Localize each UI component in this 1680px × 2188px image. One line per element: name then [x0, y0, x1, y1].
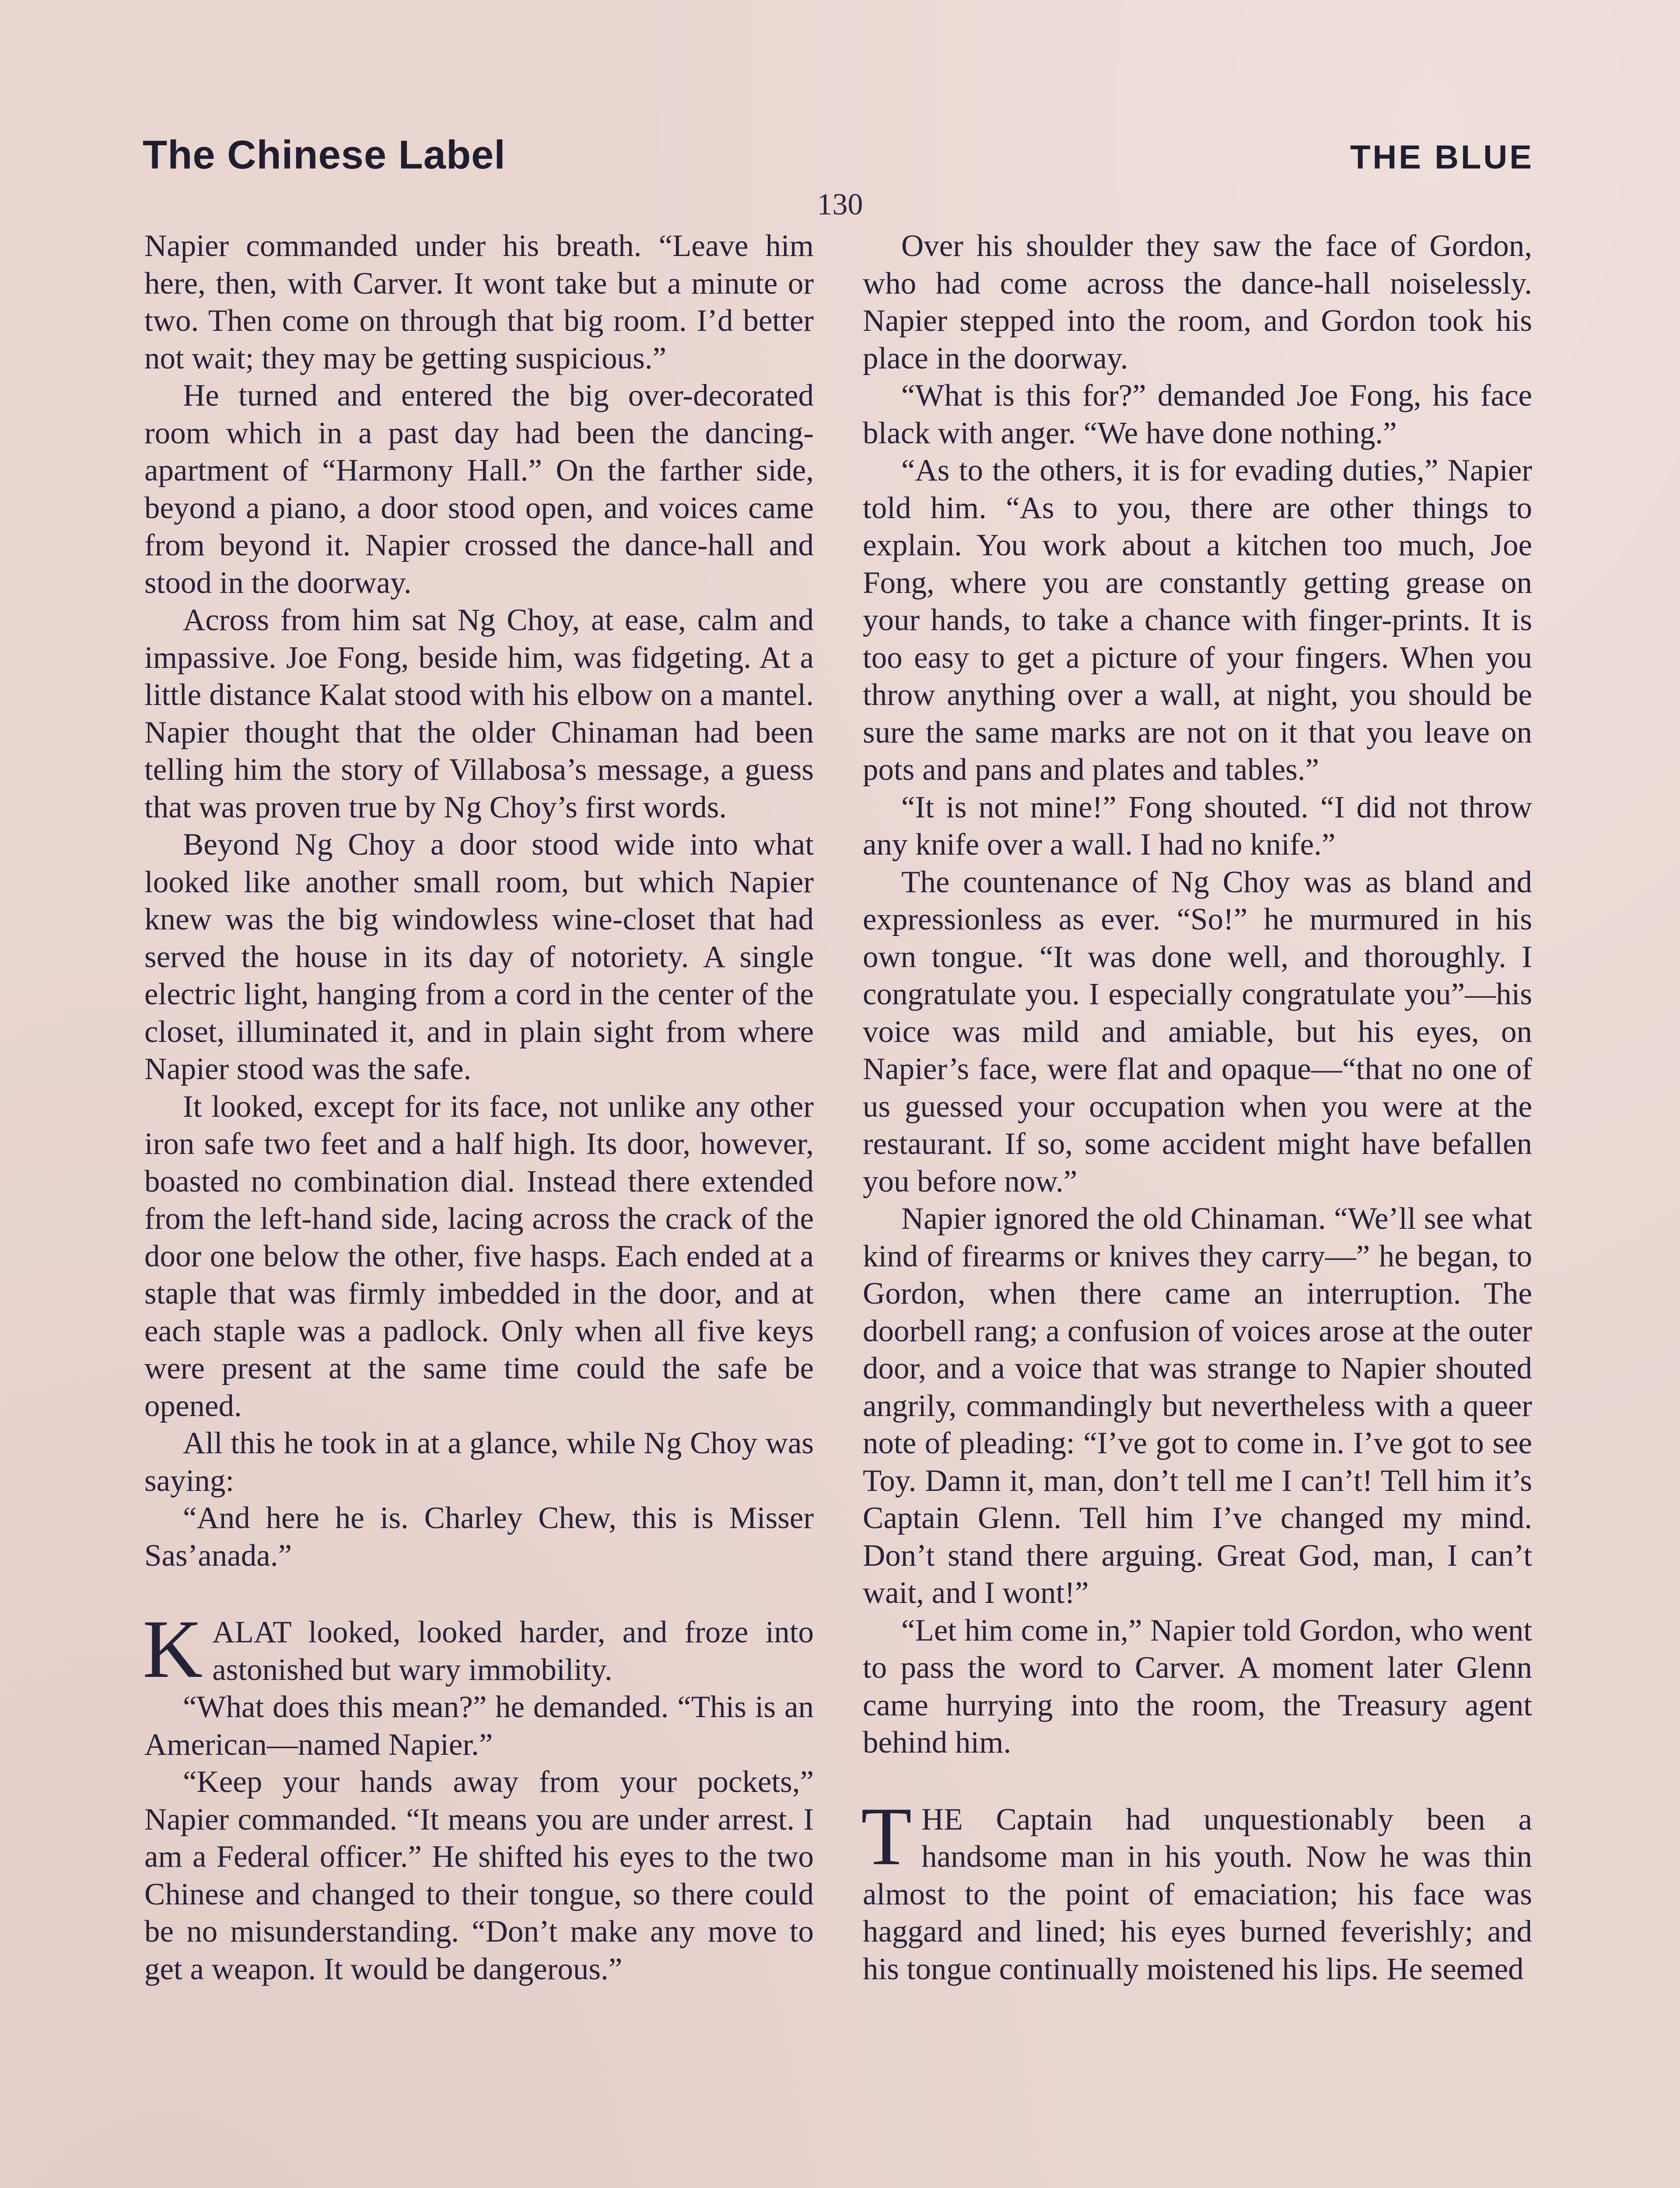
- paragraph: He turned and entered the big over-decorated room which in a past day had been the dancing-apartment of “Harmony Hall.” On the farther side, beyond a piano, a door stood open, and voices came from beyond it. Napier crossed the dance-hall and stood in the doorway.: [144, 379, 814, 600]
- paragraph: Over his shoulder they saw the face of Gordon, who had come across the dance-hall noiselessly. Napier stepped into the room, and Gordon took his place in the doorway.: [863, 229, 1532, 375]
- section-opening-paragraph: [143, 1603, 814, 1695]
- drop-cap: K: [143, 1603, 203, 1695]
- paragraph: It looked, except for its face, not unlike any other iron safe two feet and a half high. Its door, however, boasted no combination dial. Instead there extended from the left-hand side, lacing across the crack of the door one below the other, five hasps. Each ended at a staple that was firmly imbedded in the door, and at each staple was a padlock. Only when all five keys were present at the same time could the safe be opened.: [144, 1089, 814, 1423]
- running-head-title: The Chinese Label: [143, 133, 506, 177]
- section-opening-text: ALAT looked, looked harder, and froze into astonished but wary immobility.: [212, 1615, 814, 1687]
- paragraph: “It is not mine!” Fong shouted. “I did not throw any knife over a wall. I had no knife.”: [863, 790, 1532, 862]
- section-opening-paragraph: [861, 1790, 1532, 1988]
- paragraph: Beyond Ng Choy a door stood wide into what looked like another small room, but which Napier knew was the big windowless wine-closet that had served the house in its day of notoriety. A single electric light, hanging from a cord in the center of the closet, illuminated it, and in plain sight from where Napier stood was the safe.: [144, 828, 814, 1086]
- paragraph: Napier commanded under his breath. “Leave him here, then, with Carver. It wont take but a minute or two. Then come on through that big room. I’d better not wait; they may be getting suspicious.”: [144, 229, 814, 375]
- paragraph: The countenance of Ng Choy was as bland and expressionless as ever. “So!” he murmured in his own tongue. “It was done well, and thoroughly. I congratulate you. I especially congratulate you”—his voice was mild and amiable, but his eyes, on Napier’s face, were flat and opaque—“that no one of us guessed your occupation when you were at the restaurant. If so, some accident might have befallen you before now.”: [863, 865, 1532, 1199]
- paragraph: “And here he is. Charley Chew, this is Misser Sas’anada.”: [144, 1501, 814, 1573]
- page-number: 130: [817, 188, 863, 221]
- paragraph: “What does this mean?” he demanded. “This is an American—named Napier.”: [144, 1690, 814, 1762]
- paragraph: All this he took in at a glance, while Ng Choy was saying:: [144, 1426, 814, 1498]
- paragraph: “What is this for?” demanded Joe Fong, his face black with anger. “We have done nothing.”: [863, 379, 1532, 450]
- right-column: [863, 228, 1532, 1988]
- paragraph: “Let him come in,” Napier told Gordon, who went to pass the word to Carver. A moment later Glenn came hurrying into the room, the Treasury agent behind him.: [863, 1613, 1532, 1760]
- section-opening-text: HE Captain had unquestionably been a handsome man in his youth. Now he was thin almost to the point of emaciation; his face was haggard and lined; his eyes burned feverishly; and his tongue continually moistened his lips. He seemed: [863, 1802, 1532, 1986]
- running-head-magazine: THE BLUE: [1350, 139, 1534, 176]
- paragraph: Across from him sat Ng Choy, at ease, calm and impassive. Joe Fong, beside him, was fidgeting. At a little distance Kalat stood with his elbow on a mantel. Napier thought that the older Chinaman had been telling him the story of Villabosa’s message, a guess that was proven true by Ng Choy’s first words.: [144, 603, 814, 824]
- paragraph: Napier ignored the old Chinaman. “We’ll see what kind of firearms or knives they carry—” he began, to Gordon, when there came an interruption. The doorbell rang; a confusion of voices arose at the outer door, and a voice that was strange to Napier shouted angrily, commandingly but nevertheless with a queer note of pleading: “I’ve got to come in. I’ve got to see Toy. Damn it, man, don’t tell me I can’t! Tell him it’s Captain Glenn. Tell him I’ve changed my mind. Don’t stand there arguing. Great God, man, I can’t wait, and I wont!”: [863, 1202, 1532, 1610]
- left-column: [144, 228, 814, 1988]
- paragraph: “Keep your hands away from your pockets,” Napier commanded. “It means you are under arrest. I am a Federal officer.” He shifted his eyes to the two Chinese and changed to their tongue, so there could be no misunderstanding. “Don’t make any move to get a weapon. It would be dangerous.”: [144, 1765, 814, 1986]
- paragraph: “As to the others, it is for evading duties,” Napier told him. “As to you, there are other things to explain. You work about a kitchen too much, Joe Fong, where you are constantly getting grease on your hands, to take a chance with finger-prints. It is too easy to get a picture of your fingers. When you throw anything over a wall, at night, you should be sure the same marks are not on it that you leave on pots and pans and plates and tables.”: [863, 453, 1532, 787]
- drop-cap: T: [861, 1790, 912, 1883]
